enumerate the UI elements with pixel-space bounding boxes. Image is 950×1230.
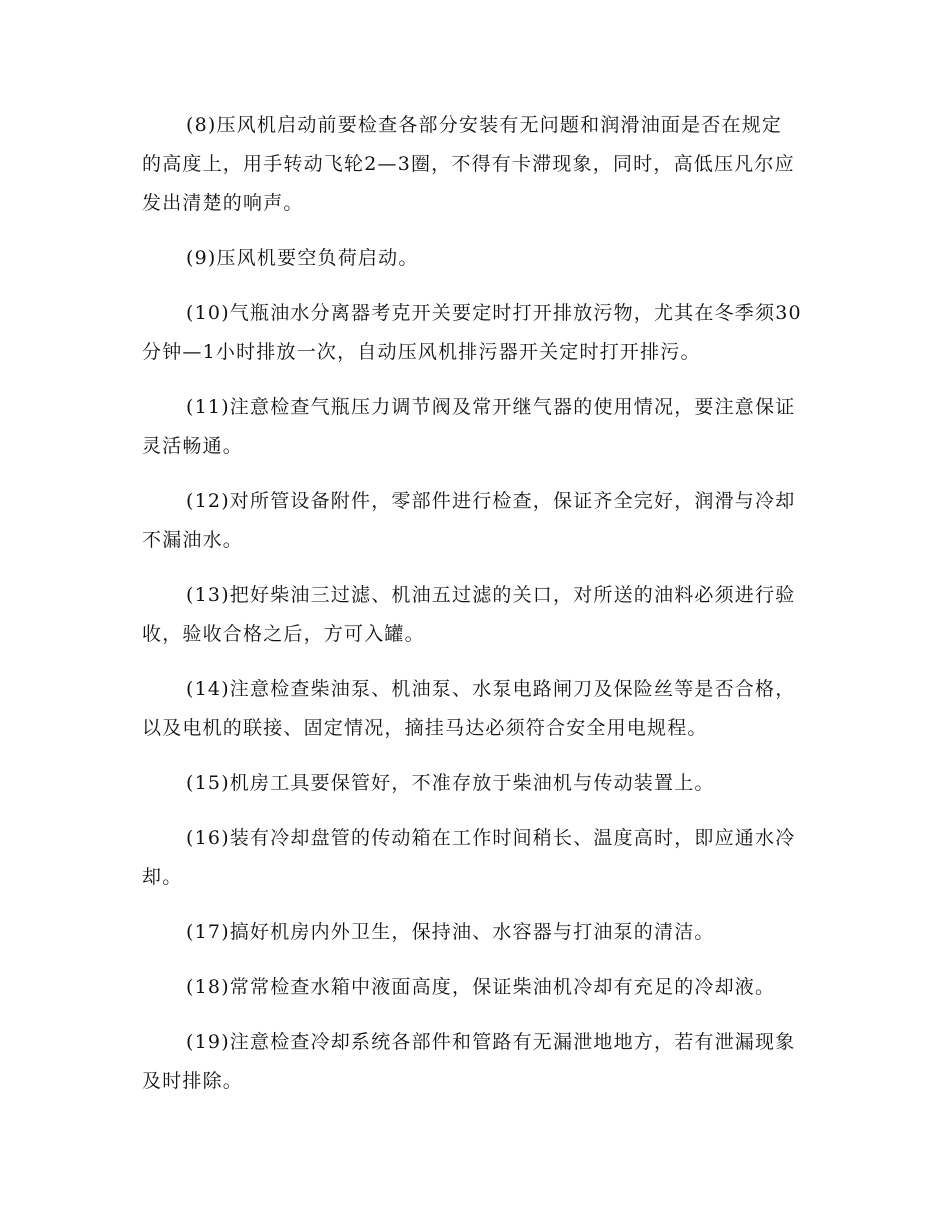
paragraph-item-17: (17)搞好机房内外卫生，保持油、水容器与打油泵的清洁。 [186, 921, 715, 943]
paragraph-item-8: (8)压风机启动前要检查各部分安装有无问题和润滑油面是否在规定的高度上，用手转动飞轮2—3圈，不得有卡滞现象，同时，高低压凡尔应发出清楚的响声。 [142, 114, 795, 214]
paragraph-item-9: (9)压风机要空负荷启动。 [186, 247, 419, 269]
paragraph-item-12: (12)对所管设备附件，零部件进行检查，保证齐全完好，润滑与冷却不漏油水。 [142, 490, 796, 551]
paragraph-item-16: (16)装有冷却盘管的传动箱在工作时间稍长、温度高时，即应通水冷却。 [142, 827, 796, 888]
document-body [142, 106, 802, 1117]
paragraph-item-18: (18)常常检查水箱中液面高度，保证柴油机冷却有充足的冷却液。 [186, 976, 776, 998]
paragraph-item-15: (15)机房工具要保管好，不准存放于柴油机与传动装置上。 [186, 772, 715, 794]
paragraph-item-10: (10)气瓶油水分离器考克开关要定时打开排放污物，尤其在冬季须30分钟—1小时排放一次，自动压风机排污器开关定时打开排污。 [142, 302, 802, 363]
paragraph-item-13: (13)把好柴油三过滤、机油五过滤的关口，对所送的油料必须进行验收，验收合格之后，方可入罐。 [142, 584, 796, 645]
paragraph-item-11: (11)注意检查气瓶压力调节阀及常开继气器的使用情况，要注意保证灵活畅通。 [142, 396, 796, 457]
paragraph-item-14: (14)注意检查柴油泵、机油泵、水泵电路闸刀及保险丝等是否合格，以及电机的联接、固定情况，摘挂马达必须符合安全用电规程。 [142, 678, 796, 739]
paragraph-item-19: (19)注意检查冷却系统各部件和管路有无漏泄地地方，若有泄漏现象及时排除。 [142, 1031, 796, 1092]
